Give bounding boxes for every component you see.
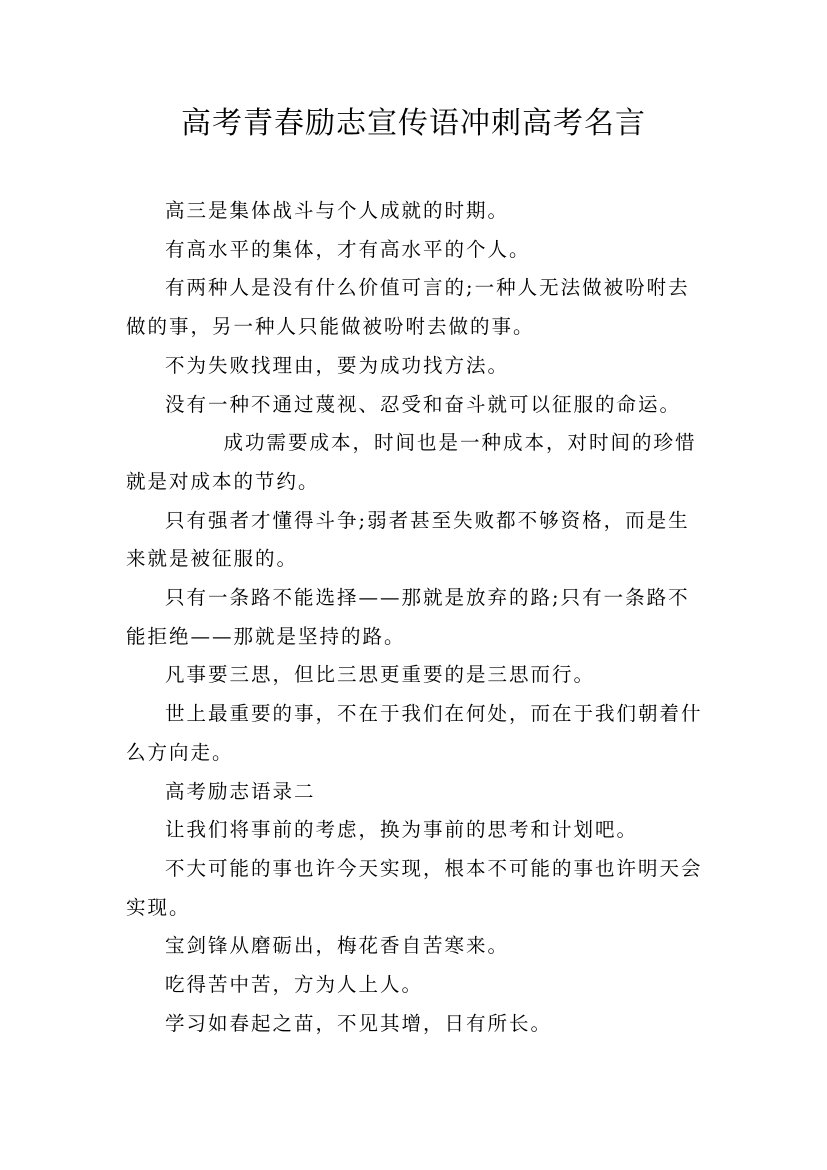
paragraph: 没有一种不通过蔑视、忍受和奋斗就可以征服的命运。 [165,392,682,416]
paragraph: 凡事要三思，但比三思更重要的是三思而行。 [165,663,596,687]
paragraph: 只有强者才懂得斗争;弱者甚至失败都不够资格，而是生来就是被征服的。 [126,508,690,571]
paragraph: 宝剑锋从磨砺出，梅花香自苦寒来。 [165,934,510,958]
paragraph: 不为失败找理由，要为成功找方法。 [165,353,510,377]
paragraph: 高三是集体战斗与个人成就的时期。 [165,199,510,222]
paragraph: 吃得苦中苦，方为人上人。 [165,973,424,997]
document-body [126,192,706,1043]
paragraph: 世上最重要的事，不在于我们在何处，而在于我们朝着什么方向走。 [126,702,703,764]
paragraph: 成功需要成本，时间也是一种成本，对时间的珍惜就是对成本的节约。 [126,431,697,493]
paragraph: 让我们将事前的考虑，换为事前的思考和计划吧。 [165,818,639,842]
section-heading: 高考励志语录二 [165,779,316,803]
paragraph: 有两种人是没有什么价值可言的;一种人无法做被吩咐去做的事，另一种人只能做被吩咐去做的事。 [126,276,690,339]
paragraph: 有高水平的集体，才有高水平的个人。 [165,237,531,261]
paragraph: 不大可能的事也许今天实现，根本不可能的事也许明天会实现。 [126,856,703,919]
paragraph: 只有一条路不能选择——那就是放弃的路;只有一条路不能拒绝——那就是坚持的路。 [126,586,690,648]
paragraph: 学习如春起之苗，不见其增，日有所长。 [165,1011,553,1035]
document-title: 高考青春励志宣传语冲刺高考名言 [181,106,646,141]
